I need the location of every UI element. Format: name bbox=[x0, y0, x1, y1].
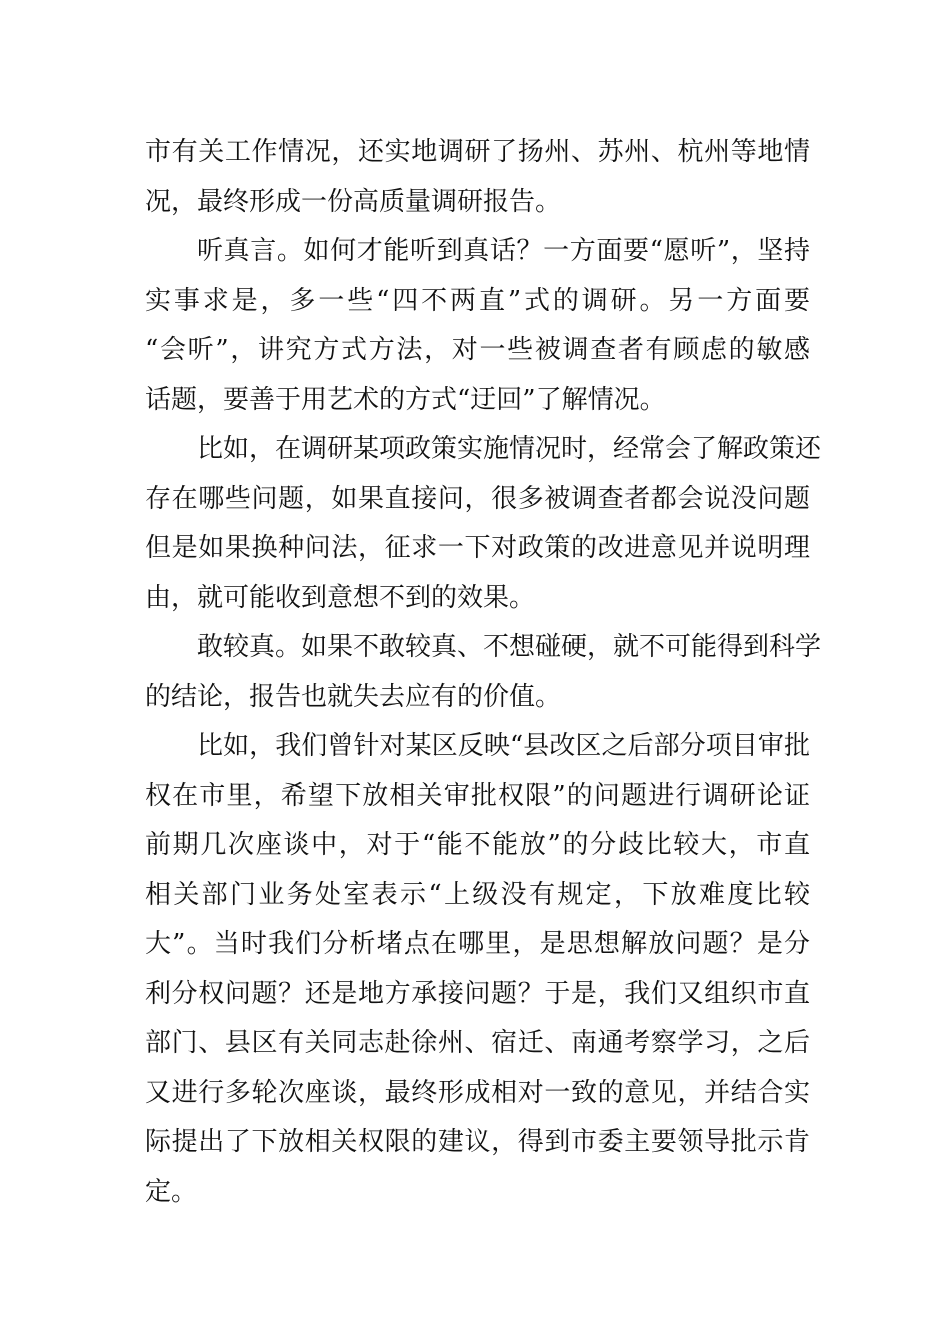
text-line: 部门、县区有关同志赴徐州、宿迁、南通考察学习，之后 bbox=[145, 1028, 810, 1058]
text-line: 定。 bbox=[145, 1176, 198, 1207]
body-text bbox=[145, 128, 822, 1217]
text-line: 实事求是，多一些“四不两直”式的调研。另一方面要 bbox=[145, 285, 810, 316]
text-line: 际提出了下放相关权限的建议，得到市委主要领导批示肯 bbox=[145, 1127, 810, 1157]
text-line: 况，最终形成一份高质量调研报告。 bbox=[145, 186, 562, 217]
text-line: 但是如果换种问法，征求一下对政策的改进意见并说明理 bbox=[145, 533, 810, 563]
text-line: 相关部门业务处室表示“上级没有规定，下放难度比较 bbox=[145, 879, 810, 910]
text-line: 由，就可能收到意想不到的效果。 bbox=[145, 582, 536, 613]
text-line: “会听”，讲究方式方法，对一些被调查者有顾虑的敏感 bbox=[145, 335, 810, 365]
text-line: 的结论，报告也就失去应有的价值。 bbox=[145, 681, 562, 712]
paragraph-start-line: 比如，在调研某项政策实施情况时，经常会了解政策还 bbox=[197, 434, 822, 464]
paragraph-start-line: 敢较真。如果不敢较真、不想碰硬，就不可能得到科学 bbox=[197, 632, 822, 662]
text-line: 大”。当时我们分析堵点在哪里，是思想解放问题？是分 bbox=[145, 929, 810, 959]
paragraph-start-line: 听真言。如何才能听到真话？一方面要“愿听”，坚持 bbox=[197, 236, 810, 266]
text-line: 前期几次座谈中，对于“能不能放”的分歧比较大，市直 bbox=[145, 830, 810, 860]
text-line: 利分权问题？还是地方承接问题？于是，我们又组织市直 bbox=[145, 978, 810, 1009]
paragraph-start-line: 比如，我们曾针对某区反映“县改区之后部分项目审批 bbox=[197, 731, 810, 761]
text-line: 存在哪些问题，如果直接问，很多被调查者都会说没问题 bbox=[145, 483, 810, 514]
text-line: 话题，要善于用艺术的方式“迂回”了解情况。 bbox=[145, 384, 666, 415]
text-line: 市有关工作情况，还实地调研了扬州、苏州、杭州等地情 bbox=[145, 137, 810, 167]
text-line: 权在市里，希望下放相关审批权限”的问题进行调研论证 bbox=[145, 780, 810, 811]
text-line: 又进行多轮次座谈，最终形成相对一致的意见，并结合实 bbox=[145, 1077, 810, 1108]
